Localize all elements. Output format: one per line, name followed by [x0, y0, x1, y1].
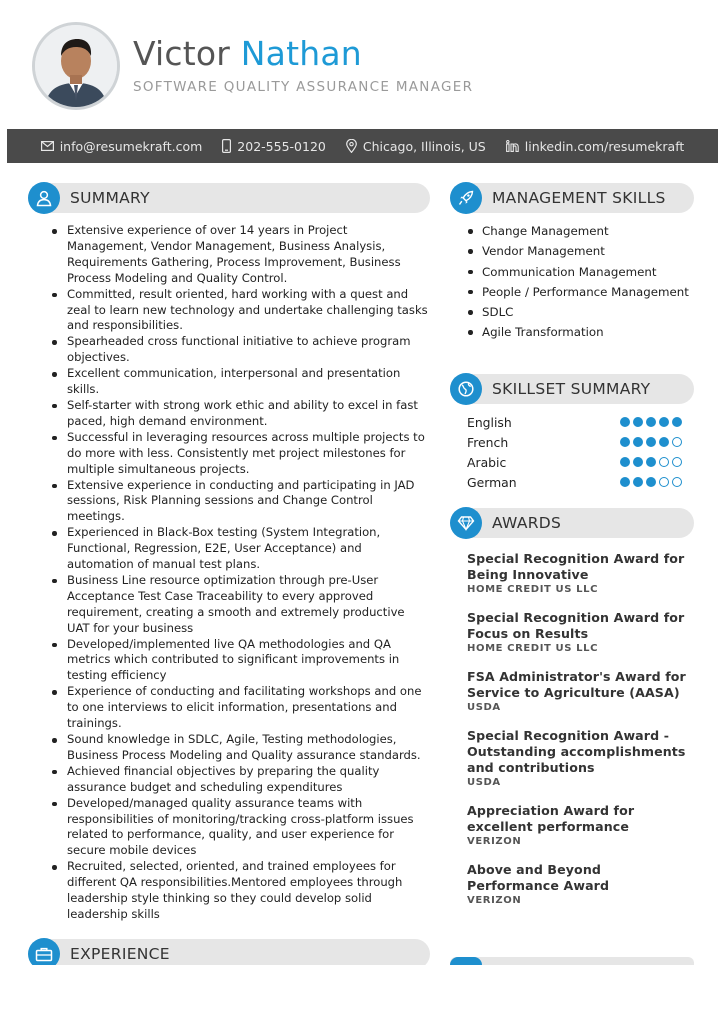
phone-text: 202-555-0120	[237, 138, 326, 154]
management-section-header	[450, 183, 694, 213]
email-icon	[41, 141, 54, 151]
next-section-header-cropped	[450, 957, 694, 965]
language-skills	[467, 412, 682, 492]
rating-dot-filled	[672, 417, 683, 428]
user-icon	[28, 182, 60, 214]
management-title: MANAGEMENT SKILLS	[492, 189, 666, 207]
summary-item: Excellent communication, interpersonal and presentation skills.	[48, 366, 428, 398]
rating-dot-filled	[620, 417, 631, 428]
rating-dot-filled	[620, 457, 631, 468]
summary-list	[48, 223, 428, 923]
email-text: info@resumekraft.com	[59, 138, 203, 154]
awards-title: AWARDS	[492, 514, 562, 532]
summary-item: Business Line resource optimization through pre-User Acceptance Test Case Traceability to every approved requirement, creating a smooth and extremely productive UAT for your business	[48, 573, 428, 637]
candidate-name	[133, 34, 362, 74]
skillset-title: SKILLSET SUMMARY	[492, 380, 651, 398]
rating-dot-filled	[633, 417, 644, 428]
award-title: Special Recognition Award for Focus on Results	[467, 610, 685, 641]
rating-dot-filled	[633, 477, 644, 488]
award-title: Special Recognition Award - Outstanding accomplishments and contributions	[467, 728, 686, 775]
rating-dot-filled	[659, 437, 670, 448]
summary-title: SUMMARY	[70, 189, 150, 207]
award-item	[467, 551, 697, 595]
experience-title: EXPERIENCE	[70, 945, 170, 963]
awards-list	[467, 551, 697, 921]
summary-item: Experienced in Black-Box testing (System Integration, Functional, Regression, E2E, User Acceptance) and automation of manual test plans.	[48, 525, 428, 573]
award-item	[467, 803, 697, 847]
management-skill: Agile Transformation	[465, 324, 700, 340]
award-org: USDA	[467, 777, 501, 788]
language-row	[467, 432, 682, 452]
summary-item: Developed/managed quality assurance teams with responsibilities of monitoring/tracking cross-platform issues related to performance, quality, and user experience for secure mobile devices	[48, 796, 428, 860]
rating-dot-filled	[633, 437, 644, 448]
rating-dot-filled	[659, 417, 670, 428]
rating-dots	[620, 437, 683, 448]
management-skill: Change Management	[465, 223, 700, 239]
rating-dot-filled	[620, 477, 631, 488]
award-org: USDA	[467, 702, 501, 713]
contact-phone[interactable]	[222, 139, 326, 154]
summary-item: Experience of conducting and facilitating workshops and one to one interviews to elicit information, presentations and trainings.	[48, 684, 428, 732]
language-row	[467, 452, 682, 472]
award-item	[467, 862, 697, 906]
resume-header	[0, 0, 724, 128]
section-icon	[450, 957, 482, 965]
management-skill: People / Performance Management	[465, 284, 700, 300]
rating-dot-filled	[646, 417, 657, 428]
contact-location[interactable]	[346, 139, 486, 154]
award-item	[467, 728, 697, 788]
contact-email[interactable]	[41, 139, 203, 154]
management-skill: Communication Management	[465, 264, 700, 280]
summary-item: Committed, result oriented, hard working with a quest and zeal to learn new technology and undertake challenging tasks and responsibilities.	[48, 287, 428, 335]
linkedin-icon	[506, 140, 519, 152]
summary-item: Recruited, selected, oriented, and trained employees for different QA responsibilities.Mentored employees through leadership style thinking so they could develop solid leadership skills	[48, 859, 428, 923]
award-title: FSA Administrator's Award for Service to Agriculture (AASA)	[467, 669, 686, 700]
rating-dot-empty	[672, 437, 683, 448]
summary-item: Sound knowledge in SDLC, Agile, Testing methodologies, Business Process Modeling and Quality assurance standards.	[48, 732, 428, 764]
award-org: VERIZON	[467, 836, 522, 847]
page-crop-mask	[0, 965, 724, 1024]
management-skills-list	[465, 223, 700, 345]
linkedin-text: linkedin.com/resumekraft	[524, 138, 685, 154]
management-skill: Vendor Management	[465, 243, 700, 259]
avatar	[32, 22, 120, 110]
summary-item: Self-starter with strong work ethic and ability to excel in fast paced, high demand environment.	[48, 398, 428, 430]
summary-item: Extensive experience in conducting and participating in JAD sessions, Risk Planning sessions and Change Control meetings.	[48, 478, 428, 526]
award-title: Above and Beyond Performance Award	[467, 862, 610, 893]
rating-dot-filled	[620, 437, 631, 448]
rating-dots	[620, 477, 683, 488]
skillset-section-header	[450, 374, 694, 404]
rating-dot-empty	[672, 457, 683, 468]
location-pin-icon	[346, 139, 357, 153]
rating-dot-filled	[646, 477, 657, 488]
language-name: German	[467, 474, 517, 490]
award-org: HOME CREDIT US LLC	[467, 643, 599, 654]
summary-item: Successful in leveraging resources across multiple projects to do more with less. Consistently met project milestones for multiple simultaneous projects.	[48, 430, 428, 478]
rating-dot-filled	[633, 457, 644, 468]
summary-item: Developed/implemented live QA methodologies and QA metrics which contributed to significant improvements in testing efficiency	[48, 637, 428, 685]
rating-dot-empty	[659, 457, 670, 468]
diamond-icon	[450, 507, 482, 539]
contact-linkedin[interactable]	[506, 139, 685, 154]
management-skill: SDLC	[465, 304, 700, 320]
language-row	[467, 472, 682, 492]
rating-dot-empty	[659, 477, 670, 488]
award-org: HOME CREDIT US LLC	[467, 584, 599, 595]
globe-icon	[450, 373, 482, 405]
first-name: Victor	[133, 34, 231, 73]
language-name: French	[467, 434, 509, 450]
summary-item: Spearheaded cross functional initiative to achieve program objectives.	[48, 334, 428, 366]
rocket-icon	[450, 182, 482, 214]
rating-dot-filled	[646, 457, 657, 468]
language-name: English	[467, 414, 512, 430]
job-title: SOFTWARE QUALITY ASSURANCE MANAGER	[133, 79, 474, 95]
rating-dots	[620, 417, 683, 428]
award-item	[467, 669, 697, 713]
language-name: Arabic	[467, 454, 507, 470]
rating-dots	[620, 457, 683, 468]
award-title: Special Recognition Award for Being Innovative	[467, 551, 685, 582]
award-title: Appreciation Award for excellent performance	[467, 803, 635, 834]
summary-item: Extensive experience of over 14 years in Project Management, Vendor Management, Business Analysis, Requirements Gathering, Process Improvement, Business Process Modeling and Quality Control.	[48, 223, 428, 287]
rating-dot-filled	[646, 437, 657, 448]
summary-section-header	[28, 183, 430, 213]
phone-icon	[222, 139, 231, 153]
summary-item: Achieved financial objectives by preparing the quality assurance budget and scheduling expenditures	[48, 764, 428, 796]
award-item	[467, 610, 697, 654]
award-org: VERIZON	[467, 895, 522, 906]
rating-dot-empty	[672, 477, 683, 488]
language-row	[467, 412, 682, 432]
location-text: Chicago, Illinois, US	[362, 138, 486, 154]
contact-bar	[7, 129, 718, 163]
last-name: Nathan	[240, 34, 362, 73]
awards-section-header	[450, 508, 694, 538]
